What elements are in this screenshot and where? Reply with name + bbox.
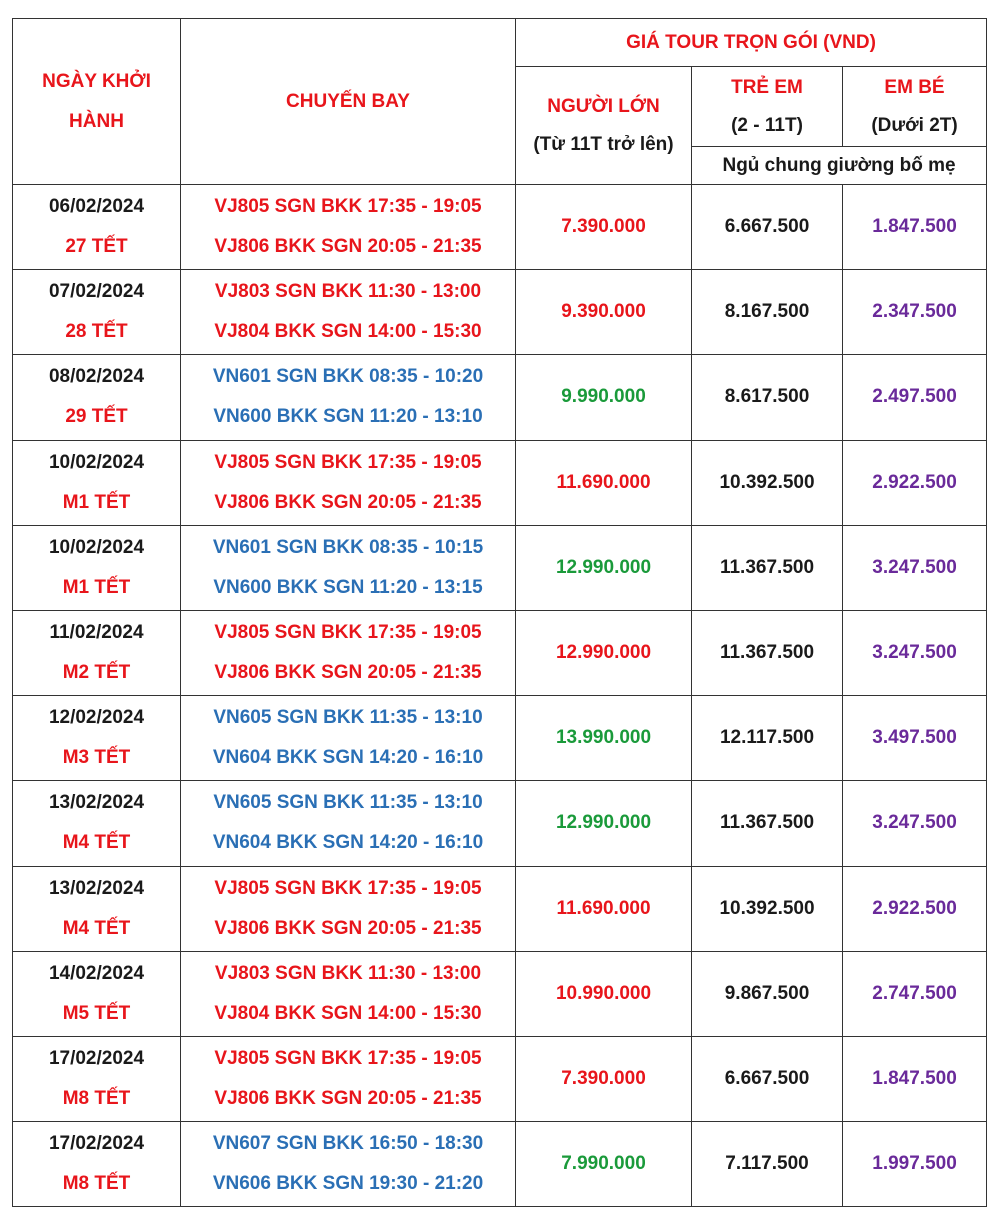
return-flight: VN600 BKK SGN 11:20 - 13:10 [213,406,483,428]
return-flight: VJ804 BKK SGN 14:00 - 15:30 [214,321,482,343]
departure-date: 11/02/2024 [49,622,144,644]
outbound-flight: VN605 SGN BKK 11:35 - 13:10 [213,707,483,729]
table-row [13,440,987,525]
adult-price: 11.690.000 [516,440,692,525]
child-price: 11.367.500 [692,781,843,866]
departure-date-cell [13,185,181,270]
header-child [692,67,843,147]
departure-date: 13/02/2024 [48,792,145,814]
adult-price: 13.990.000 [516,696,692,781]
tour-price-table [12,18,987,1207]
departure-date: 08/02/2024 [48,366,145,388]
tet-day-label: 27 TẾT [65,236,128,258]
return-flight: VJ806 BKK SGN 20:05 - 21:35 [214,1087,482,1109]
child-price: 11.367.500 [692,610,843,695]
baby-price: 2.922.500 [843,440,987,525]
tet-day-label: M8 TẾT [62,1173,131,1195]
table-row [13,185,987,270]
baby-price: 1.847.500 [843,185,987,270]
adult-price: 7.390.000 [516,185,692,270]
departure-date-cell [13,525,181,610]
departure-date-cell [13,355,181,440]
flight-cell [181,355,516,440]
tet-day-label: M1 TẾT [62,576,131,598]
outbound-flight: VJ805 SGN BKK 17:35 - 19:05 [214,622,482,644]
table-row [13,781,987,866]
outbound-flight: VJ805 SGN BKK 17:35 - 19:05 [214,196,482,218]
table-row [13,355,987,440]
departure-date-cell [13,696,181,781]
adult-price: 7.390.000 [516,1036,692,1121]
departure-date-cell [13,610,181,695]
departure-date-cell [13,270,181,355]
child-price: 12.117.500 [692,696,843,781]
adult-price: 7.990.000 [516,1122,692,1207]
return-flight: VN606 BKK SGN 19:30 - 21:20 [212,1173,484,1195]
table-row [13,866,987,951]
flight-cell [181,185,516,270]
header-price-group: GIÁ TOUR TRỌN GÓI (VND) [516,19,987,67]
departure-date-cell [13,951,181,1036]
baby-price: 2.922.500 [843,866,987,951]
header-departure-date-line1: NGÀY KHỞI [42,70,151,92]
table-row [13,610,987,695]
outbound-flight: VN605 SGN BKK 11:35 - 13:10 [213,792,483,814]
child-price: 8.167.500 [692,270,843,355]
outbound-flight: VN601 SGN BKK 08:35 - 10:20 [212,366,484,388]
table-row [13,270,987,355]
departure-date: 17/02/2024 [48,1133,145,1155]
departure-date: 07/02/2024 [48,281,145,303]
return-flight: VN604 BKK SGN 14:20 - 16:10 [212,832,484,854]
table-row [13,525,987,610]
departure-date-cell [13,1122,181,1207]
header-adult-age: (Từ 11T trở lên) [533,133,674,155]
header-shared-bed: Ngủ chung giường bố mẹ [692,147,987,185]
table-row [13,951,987,1036]
baby-price: 3.247.500 [843,525,987,610]
return-flight: VJ806 BKK SGN 20:05 - 21:35 [214,236,482,258]
adult-price: 10.990.000 [516,951,692,1036]
departure-date: 17/02/2024 [48,1047,145,1069]
flight-cell [181,696,516,781]
tet-day-label: 28 TẾT [65,321,128,343]
tet-day-label: M4 TẾT [62,917,131,939]
tet-day-label: M2 TẾT [62,662,131,684]
tet-day-label: M4 TẾT [62,832,131,854]
baby-price: 3.247.500 [843,781,987,866]
baby-price: 1.847.500 [843,1036,987,1121]
header-baby-title: EM BÉ [884,76,945,98]
departure-date-cell [13,440,181,525]
header-adult-title: NGƯỜI LỚN [547,95,660,117]
outbound-flight: VJ803 SGN BKK 11:30 - 13:00 [214,962,482,984]
outbound-flight: VJ805 SGN BKK 17:35 - 19:05 [214,451,482,473]
adult-price: 12.990.000 [516,610,692,695]
flight-cell [181,440,516,525]
table-row [13,1122,987,1207]
return-flight: VJ806 BKK SGN 20:05 - 21:35 [214,917,482,939]
header-baby [843,67,987,147]
departure-date-cell [13,781,181,866]
child-price: 8.617.500 [692,355,843,440]
adult-price: 9.390.000 [516,270,692,355]
baby-price: 2.497.500 [843,355,987,440]
tet-day-label: M1 TẾT [62,491,131,513]
header-departure-date-line2: HÀNH [69,110,124,132]
departure-date: 10/02/2024 [48,536,145,558]
return-flight: VJ806 BKK SGN 20:05 - 21:35 [214,491,482,513]
departure-date-cell [13,1036,181,1121]
return-flight: VN600 BKK SGN 11:20 - 13:15 [213,576,483,598]
header-departure-date [13,19,181,185]
child-price: 10.392.500 [692,866,843,951]
outbound-flight: VJ803 SGN BKK 11:30 - 13:00 [214,281,482,303]
tet-day-label: M8 TẾT [62,1087,131,1109]
flight-cell [181,781,516,866]
tet-day-label: 29 TẾT [65,406,128,428]
tet-day-label: M3 TẾT [62,747,131,769]
flight-cell [181,1122,516,1207]
adult-price: 11.690.000 [516,866,692,951]
baby-price: 3.247.500 [843,610,987,695]
baby-price: 2.747.500 [843,951,987,1036]
departure-date: 10/02/2024 [48,451,145,473]
adult-price: 9.990.000 [516,355,692,440]
flight-cell [181,525,516,610]
header-adult [516,67,692,185]
baby-price: 2.347.500 [843,270,987,355]
flight-cell [181,270,516,355]
header-child-age: (2 - 11T) [731,114,803,136]
departure-date: 14/02/2024 [48,962,145,984]
header-baby-age: (Dưới 2T) [871,114,958,136]
departure-date: 13/02/2024 [48,877,145,899]
flight-cell [181,610,516,695]
outbound-flight: VJ805 SGN BKK 17:35 - 19:05 [214,877,482,899]
tet-day-label: M5 TẾT [62,1002,131,1024]
table-row [13,696,987,781]
child-price: 6.667.500 [692,1036,843,1121]
flight-cell [181,866,516,951]
flight-cell [181,1036,516,1121]
child-price: 9.867.500 [692,951,843,1036]
outbound-flight: VN607 SGN BKK 16:50 - 18:30 [212,1133,484,1155]
baby-price: 1.997.500 [843,1122,987,1207]
outbound-flight: VN601 SGN BKK 08:35 - 10:15 [212,536,484,558]
child-price: 11.367.500 [692,525,843,610]
flight-cell [181,951,516,1036]
child-price: 6.667.500 [692,185,843,270]
departure-date: 06/02/2024 [48,196,145,218]
child-price: 10.392.500 [692,440,843,525]
return-flight: VJ806 BKK SGN 20:05 - 21:35 [214,662,482,684]
adult-price: 12.990.000 [516,525,692,610]
return-flight: VN604 BKK SGN 14:20 - 16:10 [212,747,484,769]
child-price: 7.117.500 [692,1122,843,1207]
table-row [13,1036,987,1121]
departure-date-cell [13,866,181,951]
departure-date: 12/02/2024 [48,707,145,729]
return-flight: VJ804 BKK SGN 14:00 - 15:30 [214,1002,482,1024]
header-child-title: TRẺ EM [731,76,803,98]
baby-price: 3.497.500 [843,696,987,781]
outbound-flight: VJ805 SGN BKK 17:35 - 19:05 [214,1047,482,1069]
header-flight: CHUYẾN BAY [181,19,516,185]
adult-price: 12.990.000 [516,781,692,866]
